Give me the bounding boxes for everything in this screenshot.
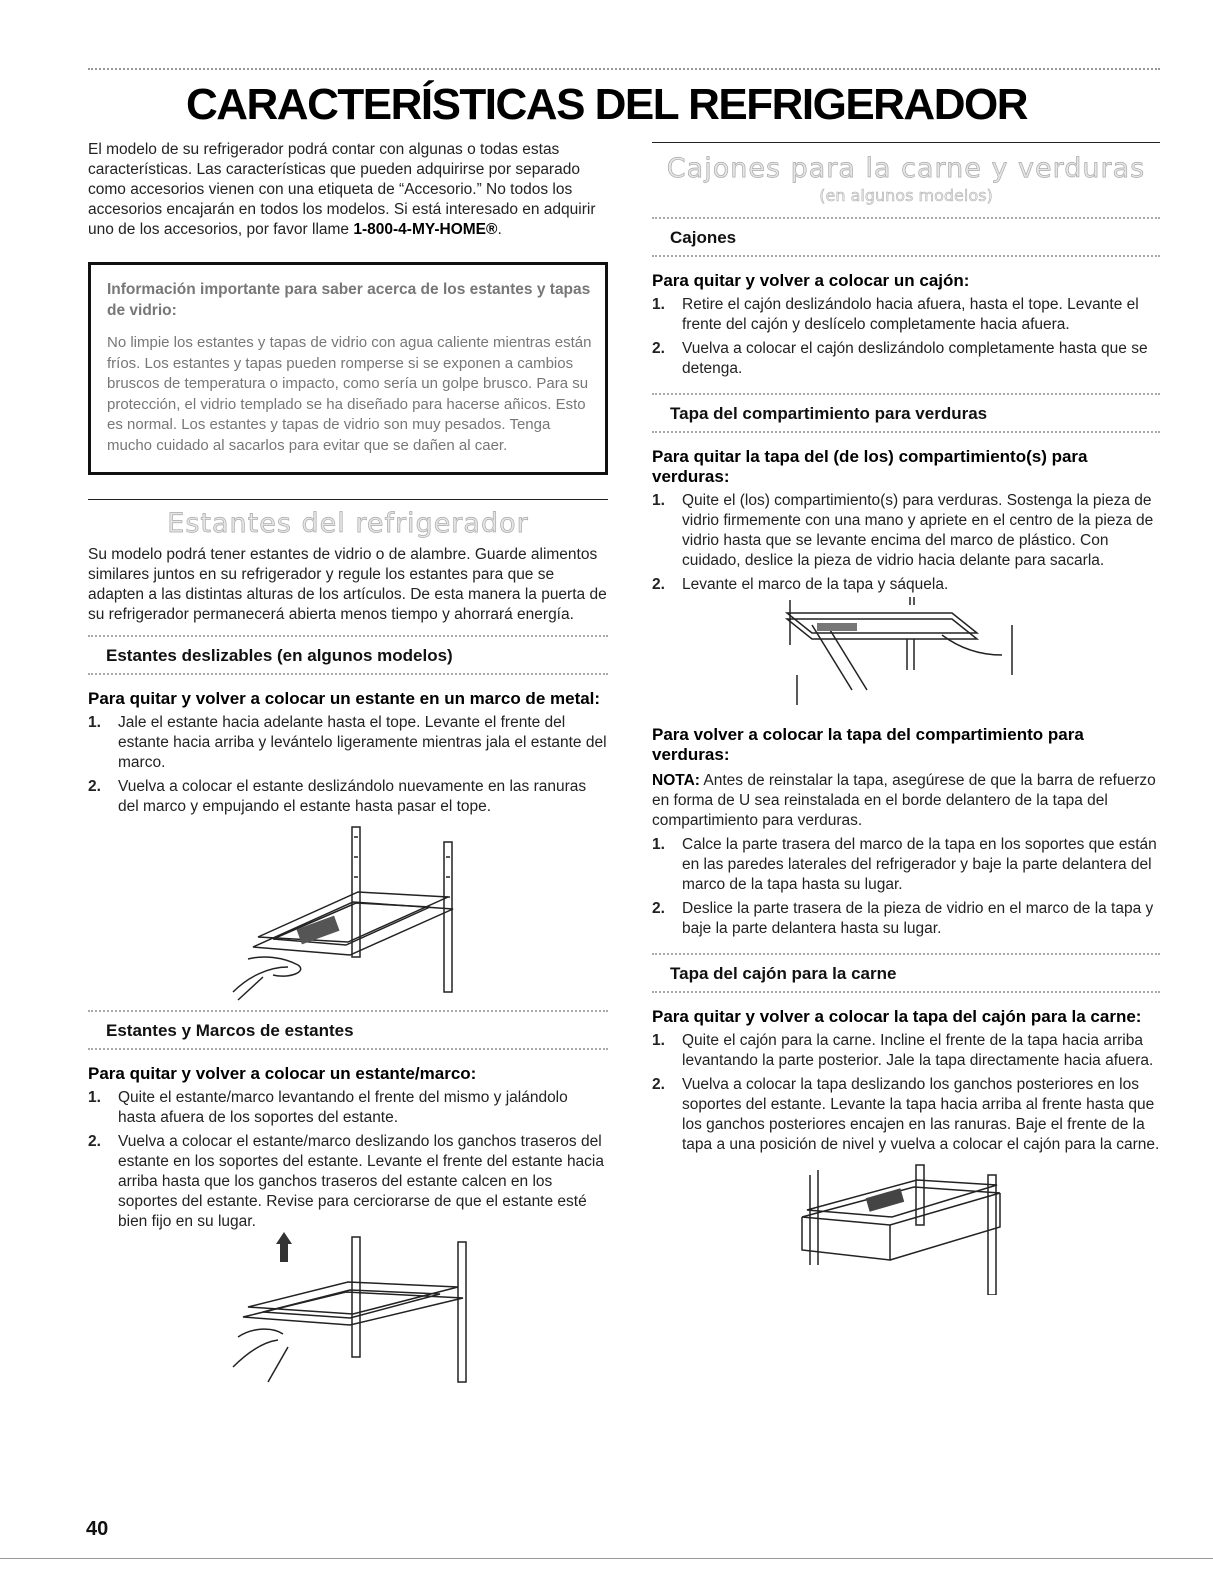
step-text: Vuelva a colocar el cajón deslizándolo completamente hasta que se detenga. <box>682 340 1148 377</box>
step-text: Retire el cajón deslizándolo hacia afuera, hasta el tope. Levante el frente del cajón y deslícelo completamente hacia afuera. <box>682 296 1139 333</box>
frames-subhead: Estantes y Marcos de estantes <box>88 1010 608 1050</box>
intro-paragraph <box>88 140 608 240</box>
step-text: Deslice la parte trasera de la pieza de vidrio en el marco de la tapa y baje la parte delantera hasta su lugar. <box>682 900 1154 937</box>
step-text: Vuelva a colocar el estante/marco deslizando los ganchos traseros del estante en los soportes del estante. Levante el frente del estante hacia arriba hasta que los ganchos traseros del estante calcen en los soportes del estante. Revise para cerciorarse de que el estante esté bien fijo en su lugar. <box>118 1133 604 1230</box>
step-number: 1. <box>88 1089 101 1106</box>
list-item <box>652 1031 1160 1071</box>
step-number: 1. <box>652 296 665 313</box>
glass-info-box <box>88 262 608 475</box>
meat-drawer-illustration <box>652 1155 1160 1295</box>
info-box-text: No limpie los estantes y tapas de vidrio con agua caliente mientras están fríos. Los estantes y tapas pueden romperse si se exponen a cambios bruscos de temperatura o impacto, como sería un golpe brusco. Para su protección, el vidrio templado se ha diseñado para hacerse añicos. Esto es normal. Los estantes y tapas de vidrio son muy pesados. Tenga mucho cuidado al sacarlos para evitar que se dañen al caer. <box>107 334 592 454</box>
crisper-replace-steps <box>652 835 1160 939</box>
sliding-proc-title: Para quitar y volver a colocar un estante en un marco de metal: <box>88 689 601 708</box>
list-item <box>652 491 1160 571</box>
right-column <box>652 142 1160 1295</box>
note-label: NOTA: <box>652 772 700 789</box>
meat-proc-title: Para quitar y volver a colocar la tapa del cajón para la carne: <box>652 1007 1142 1026</box>
list-item <box>88 1132 608 1232</box>
step-number: 1. <box>652 836 665 853</box>
crisper-note <box>652 771 1160 831</box>
sliding-shelf-illustration <box>88 817 608 1002</box>
step-number: 2. <box>652 340 665 357</box>
step-number: 2. <box>88 1133 101 1150</box>
list-item <box>652 1075 1160 1155</box>
drawer-steps <box>652 295 1160 379</box>
step-number: 1. <box>652 492 665 509</box>
crisper-remove-steps <box>652 491 1160 595</box>
page-number: 40 <box>86 1518 109 1540</box>
list-item <box>652 575 1160 595</box>
step-text: Calce la parte trasera del marco de la tapa en los soportes que están en las paredes laterales del refrigerador y baje la parte delantera del marco de la tapa hasta su lugar. <box>682 836 1157 893</box>
list-item <box>652 339 1160 379</box>
list-item <box>88 713 608 773</box>
drawers-subhead: Cajones <box>652 217 1160 257</box>
bottom-rule <box>0 1558 1213 1559</box>
step-number: 2. <box>652 1076 665 1093</box>
step-text: Quite el (los) compartimiento(s) para verduras. Sostenga la pieza de vidrio firmemente con una mano y apriete en el centro de la pieza de vidrio hasta que se levante encima del marco de plástico. Con cuidado, deslice la pieza de vidrio hacia delante para sacarla. <box>682 492 1154 569</box>
list-item <box>652 835 1160 895</box>
section-rule <box>652 142 1160 143</box>
list-item <box>88 1088 608 1128</box>
phone-number: 1-800-4-MY-HOME® <box>353 221 498 238</box>
shelves-intro: Su modelo podrá tener estantes de vidrio o de alambre. Guarde alimentos similares juntos en su refrigerador y regule los estantes para que se adapten a las distintas alturas de los artículos. De esta manera la puerta de su refrigerador permanecerá abierta menos tiempo y ahorrará energía. <box>88 546 607 623</box>
list-item <box>88 777 608 817</box>
step-text: Quite el cajón para la carne. Incline el frente de la tapa hacia arriba levantando la parte posterior. Jale la tapa directamente hacia afuera. <box>682 1032 1154 1069</box>
crisper-replace-title: Para volver a colocar la tapa del compartimiento para verduras: <box>652 725 1084 764</box>
step-number: 1. <box>652 1032 665 1049</box>
sliding-steps <box>88 713 608 817</box>
step-text: Vuelva a colocar la tapa deslizando los ganchos posteriores en los soportes del estante. Levante la tapa hacia arriba al frente hasta que los ganchos posteriores encajen en las ranuras. Baje el frente de la tapa a una posición de nivel y vuelva a colocar el cajón para la carne. <box>682 1076 1160 1153</box>
shelf-frame-illustration <box>88 1232 608 1392</box>
list-item <box>652 295 1160 335</box>
meat-cover-subhead: Tapa del cajón para la carne <box>652 953 1160 993</box>
top-dotted-rule <box>88 68 1160 70</box>
step-number: 2. <box>88 778 101 795</box>
meat-steps <box>652 1031 1160 1155</box>
step-number: 2. <box>652 900 665 917</box>
intro-text: El modelo de su refrigerador podrá contar con algunas o todas estas características. Las características que pueden adquirirse por separado como accesorios vienen con una etiqueta de “Accesorio.” No todos los accesorios encajarán en todos los modelos. Si está interesado en adquirir uno de los accesorios, por favor llame <box>88 141 596 238</box>
left-column <box>88 140 608 1392</box>
drawer-proc-title: Para quitar y volver a colocar un cajón: <box>652 271 970 290</box>
step-text: Levante el marco de la tapa y sáquela. <box>682 576 949 593</box>
sliding-shelves-subhead: Estantes deslizables (en algunos modelos) <box>88 635 608 675</box>
frames-proc-title: Para quitar y volver a colocar un estante/marco: <box>88 1064 477 1083</box>
step-number: 1. <box>88 714 101 731</box>
drawers-section-subtitle: (en algunos modelos) <box>819 186 993 205</box>
list-item <box>652 899 1160 939</box>
step-text: Jale el estante hacia adelante hasta el tope. Levante el frente del estante hacia arriba y levántelo ligeramente mientras jala el estante del marco. <box>118 714 607 771</box>
info-box-title: Información importante para saber acerca de los estantes y tapas de vidrio: <box>107 281 591 319</box>
crisper-cover-subhead: Tapa del compartimiento para verduras <box>652 393 1160 433</box>
section-rule <box>88 499 608 500</box>
shelves-section-title: Estantes del refrigerador <box>167 508 529 539</box>
note-text: Antes de reinstalar la tapa, asegúrese de que la barra de refuerzo en forma de U sea reinstalada en el borde delantero de la tapa del compartimiento para verduras. <box>652 772 1156 829</box>
drawers-section-title: Cajones para la carne y verduras <box>666 153 1146 184</box>
crisper-cover-illustration <box>652 595 1160 715</box>
intro-end: . <box>497 221 502 238</box>
frames-steps <box>88 1088 608 1232</box>
step-number: 2. <box>652 576 665 593</box>
crisper-remove-title: Para quitar la tapa del (de los) compartimiento(s) para verduras: <box>652 447 1088 486</box>
step-text: Vuelva a colocar el estante deslizándolo nuevamente en las ranuras del marco y empujando el estante hasta pasar el tope. <box>118 778 587 815</box>
page-title: CARACTERÍSTICAS DEL REFRIGERADOR <box>185 80 1027 129</box>
step-text: Quite el estante/marco levantando el frente del mismo y jalándolo hasta afuera de los soportes del estante. <box>118 1089 568 1126</box>
